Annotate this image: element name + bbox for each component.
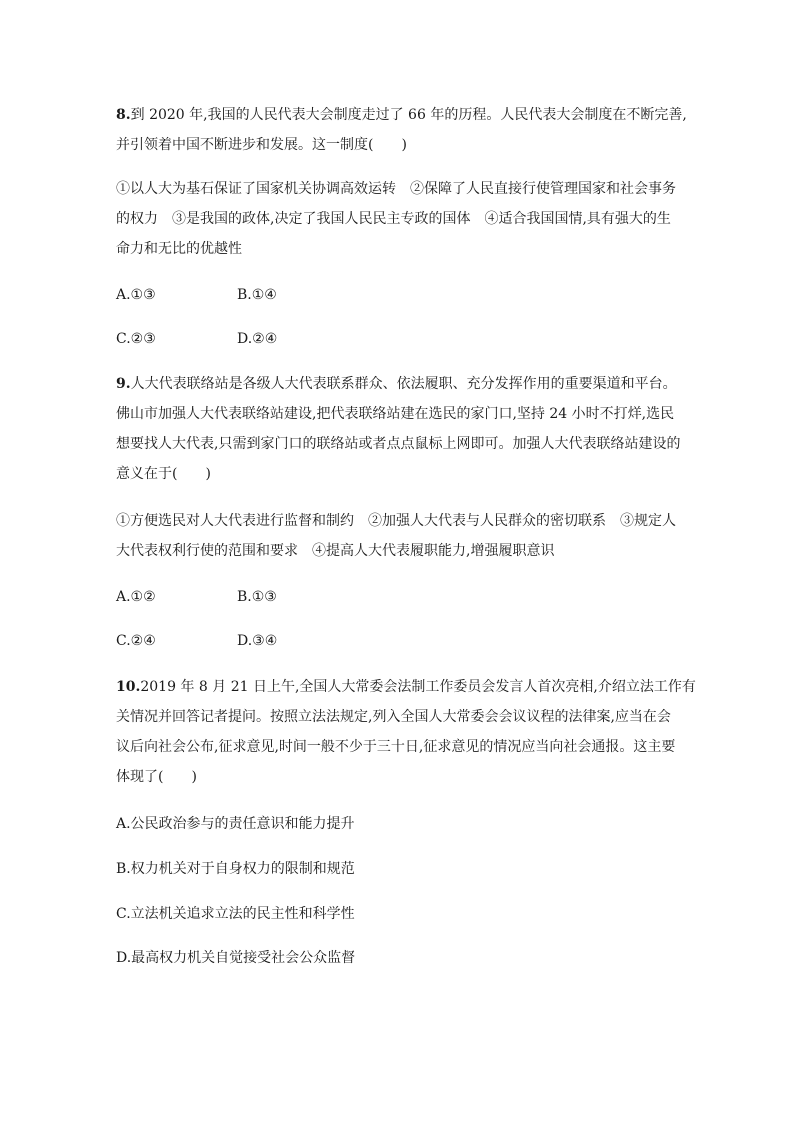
statement-line: 的权力 ③是我国的政体,决定了我国人民民主专政的国体 ④适合我国国情,具有强大的生 <box>116 211 671 227</box>
option-b[interactable]: B.①④ <box>237 287 277 303</box>
statement-line: ①以人大为基石保证了国家机关协调高效运转 ②保障了人民直接行使管理国家和社会事务 <box>116 181 676 197</box>
option-b[interactable]: B.权力机关对于自身权力的限制和规范 <box>116 861 355 877</box>
question-8-statements <box>116 174 686 264</box>
option-a[interactable]: A.①③ <box>116 287 156 303</box>
question-9-options-row2 <box>116 629 686 653</box>
stem-line: 并引领着中国不断进步和发展。这一制度( ) <box>116 137 407 153</box>
stem-line <box>116 100 686 130</box>
question-number: 10. <box>116 679 141 695</box>
stem-line: 体现了( ) <box>116 769 197 785</box>
question-number: 9. <box>116 376 131 392</box>
stem-line: 想要找人大代表,只需到家门口的联络站或者点点鼠标上网即可。加强人大代表联络站建设的 <box>116 436 681 452</box>
stem-line: 佛山市加强人大代表联络站建设,把代表联络站建在选民的家门口,坚持 24 小时不打烊,选民 <box>116 406 675 422</box>
question-10-stem <box>116 672 696 792</box>
statement-line: 命力和无比的优越性 <box>116 241 242 257</box>
question-9-options <box>116 585 686 609</box>
stem-line: 议后向社会公布,征求意见,时间一般不少于三十日,征求意见的情况应当向社会通报。这主要 <box>116 739 676 755</box>
stem-line <box>116 672 696 702</box>
option-a[interactable]: A.公民政治参与的责任意识和能力提升 <box>116 816 355 832</box>
stem-line: 意义在于( ) <box>116 466 211 482</box>
stem-line: 关情况并回答记者提问。按照立法法规定,列入全国人大常委会会议议程的法律案,应当在会 <box>116 709 671 725</box>
option-c[interactable]: C.②③ <box>116 331 156 347</box>
stem-text: 2019 年 8 月 21 日上午,全国人大常委会法制工作委员会发言人首次亮相,介绍立法工作有 <box>140 679 696 695</box>
option-d[interactable]: D.②④ <box>237 331 278 347</box>
statement-line: ①方便选民对人大代表进行监督和制约 ②加强人大代表与人民群众的密切联系 ③规定人 <box>116 513 676 529</box>
option-d[interactable]: D.③④ <box>237 633 278 649</box>
question-8-options <box>116 283 686 307</box>
question-8-stem <box>116 100 686 160</box>
stem-text: 人大代表联络站是各级人大代表联系群众、依法履职、充分发挥作用的重要渠道和平台。 <box>130 376 677 392</box>
question-9-statements <box>116 506 686 566</box>
stem-text: 到 2020 年,我国的人民代表大会制度走过了 66 年的历程。人民代表大会制度在不断完善, <box>130 107 687 123</box>
option-c[interactable]: C.立法机关追求立法的民主性和科学性 <box>116 906 355 922</box>
statement-line: 大代表权利行使的范围和要求 ④提高人大代表履职能力,增强履职意识 <box>116 543 555 559</box>
option-c[interactable]: C.②④ <box>116 633 156 649</box>
stem-line <box>116 369 686 399</box>
option-b[interactable]: B.①③ <box>237 589 277 605</box>
option-a[interactable]: A.①② <box>116 589 156 605</box>
option-d[interactable]: D.最高权力机关自觉接受社会公众监督 <box>116 950 356 966</box>
question-8-options-row2 <box>116 327 686 351</box>
question-number: 8. <box>116 107 131 123</box>
question-9-stem <box>116 369 686 489</box>
